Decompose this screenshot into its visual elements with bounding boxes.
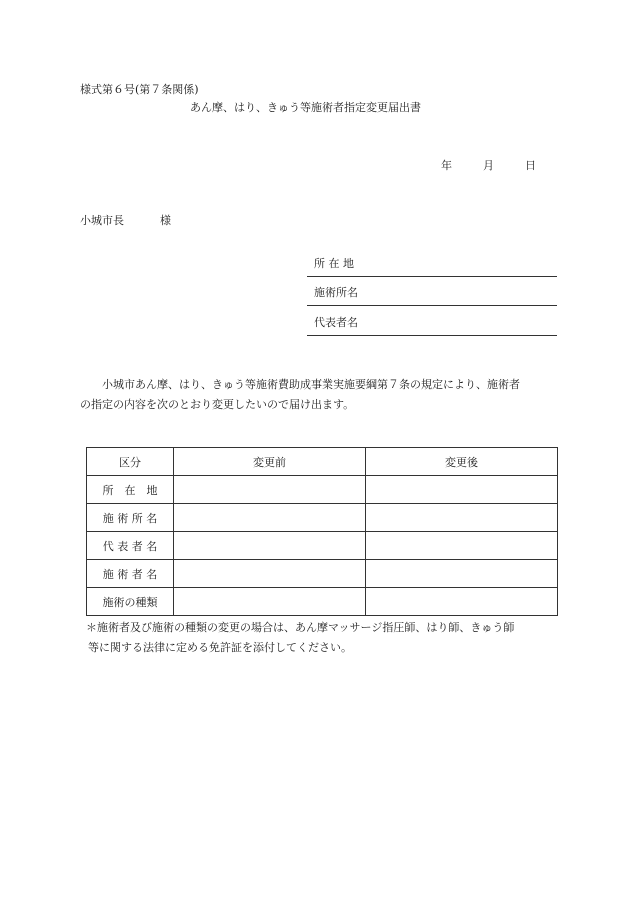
field-address-label: 所 在 地	[314, 257, 354, 270]
row-label: 施術の種類	[87, 588, 174, 616]
cell-after[interactable]	[366, 476, 558, 504]
addressee-name: 小城市長	[80, 214, 124, 227]
header-before: 変更前	[174, 448, 366, 476]
header-after: 変更後	[366, 448, 558, 476]
field-representative-label: 代表者名	[314, 316, 358, 329]
change-table	[86, 447, 558, 616]
addressee	[80, 212, 171, 228]
header-category: 区分	[87, 448, 174, 476]
field-address[interactable]	[307, 248, 557, 277]
table-row	[87, 588, 558, 616]
addressee-honorific: 様	[160, 214, 171, 227]
body-line-1: 小城市あん摩、はり、きゅう等施術費助成事業実施要綱第７条の規定により、施術者	[102, 378, 520, 391]
note-line-1: ＊施術者及び施術の種類の変更の場合は、あん摩マッサージ指圧師、はり師、きゅう師	[86, 621, 515, 634]
table-header-row	[87, 448, 558, 476]
form-number: 様式第６号(第７条関係)	[80, 83, 199, 96]
body-line-2: の指定の内容を次のとおり変更したいので届け出ます。	[80, 398, 355, 411]
cell-after[interactable]	[366, 504, 558, 532]
cell-after[interactable]	[366, 532, 558, 560]
table-row	[87, 532, 558, 560]
document-title: あん摩、はり、きゅう等施術者指定変更届出書	[190, 101, 421, 114]
cell-before[interactable]	[174, 588, 366, 616]
cell-after[interactable]	[366, 588, 558, 616]
cell-before[interactable]	[174, 532, 366, 560]
cell-before[interactable]	[174, 560, 366, 588]
cell-before[interactable]	[174, 504, 366, 532]
table-row	[87, 504, 558, 532]
table-row	[87, 560, 558, 588]
row-label: 代 表 者 名	[87, 532, 174, 560]
row-label: 施 術 者 名	[87, 560, 174, 588]
date-day-label: 日	[525, 159, 536, 172]
field-clinic-name-label: 施術所名	[314, 286, 358, 299]
field-representative[interactable]	[307, 307, 557, 336]
field-clinic-name[interactable]	[307, 277, 557, 306]
cell-after[interactable]	[366, 560, 558, 588]
cell-before[interactable]	[174, 476, 366, 504]
row-label: 施 術 所 名	[87, 504, 174, 532]
date-month-label: 月	[483, 159, 494, 172]
note-line-2: 等に関する法律に定める免許証を添付してください。	[88, 641, 352, 654]
body-text	[80, 375, 560, 415]
date-year-label: 年	[441, 159, 452, 172]
date-line	[441, 157, 536, 173]
note	[86, 618, 566, 658]
row-label: 所 在 地	[87, 476, 174, 504]
table-row	[87, 476, 558, 504]
